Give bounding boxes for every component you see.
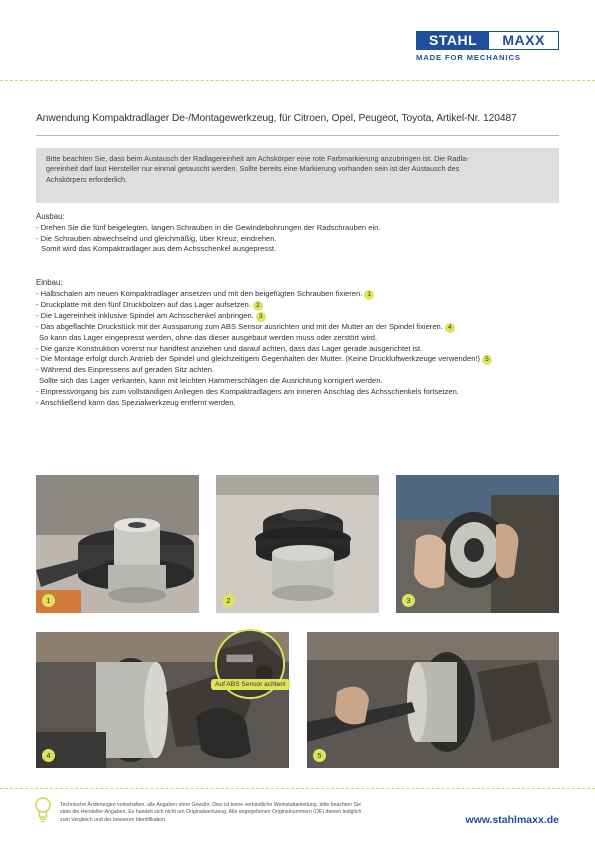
logo-maxx: MAXX (489, 32, 558, 49)
list-item (36, 311, 492, 322)
photo-step-2 (216, 475, 379, 613)
list-item-subtext: Sollte sich das Lager verkanten, kann mit leichten Hammerschlägen die Ausrichtung korrigiert werden. (39, 376, 383, 386)
section-einbau (36, 278, 492, 408)
page-title: Anwendung Kompaktradlager De-/Montagewerkzeug, für Citroen, Opel, Peugeot, Toyota, Artikel-Nr. 120487 (36, 113, 517, 124)
photo-number-badge: 5 (313, 749, 326, 762)
notice-box (36, 148, 559, 203)
lightbulb-icon (34, 796, 52, 826)
notice-line: gereinheit darf laut Hersteller nur einmal getauscht werden. Sollte bereits eine Markierung vorhanden sein ist der Austausch des (46, 164, 460, 174)
list-item-text: - Während des Einpressens auf geraden Sitz achten. (36, 365, 215, 375)
list-item: - Drehen Sie die fünf beigelegten, langen Schrauben in die Gewindebohrungen der Radschrauben ein. (36, 223, 381, 232)
photo-step-5 (307, 632, 559, 768)
notice-line: Bitte beachten Sie, dass beim Austausch der Radlagereinheit am Achskörper eine rote Farbmarkierung anzubringen ist. Die Radla- (46, 154, 469, 163)
title-underline (36, 135, 559, 136)
brand-logo (416, 31, 559, 62)
list-item-text: - Die ganze Konstruktion vorerst nur handfest anziehen und darauf achten, dass das Lager gerade ausgerichtet ist. (36, 343, 423, 353)
photo-number-badge: 1 (42, 594, 55, 607)
section-heading: Einbau: (36, 278, 63, 287)
footer-disclaimer (60, 802, 405, 824)
photo-step-3 (396, 475, 559, 613)
pressure-plate-illustration (216, 475, 379, 613)
list-item-text: - Die Lagereinheit inklusive Spindel am Achsschenkel anbringen. (36, 311, 254, 320)
photo-step-1 (36, 475, 199, 613)
disclaimer-line: zum Vergleich und der besseren Identifikation. (60, 816, 167, 823)
list-item-text: - Einpressvorgang bis zum vollständigen Anliegen des Kompaktradlagers am inneren Anschlag des Achsschenkels fortsetzen. (36, 386, 459, 396)
list-item (36, 365, 492, 386)
section-heading: Ausbau: (36, 212, 65, 221)
step-badge: 5 (482, 355, 492, 365)
list-item (36, 289, 492, 300)
list-item (36, 300, 492, 311)
section-ausbau (36, 212, 381, 255)
bearing-illustration (36, 475, 199, 613)
step-badge: 4 (445, 323, 455, 333)
footer-divider (0, 788, 595, 789)
list-item (36, 387, 492, 398)
step-badge: 2 (253, 301, 263, 311)
notice-line: Achskörpers erforderlich. (46, 174, 128, 184)
list-item (36, 344, 492, 355)
photo-number-badge: 3 (402, 594, 415, 607)
list-item (36, 398, 492, 409)
header-divider (0, 80, 595, 81)
list-item-text: - Das abgeflachte Druckstück mit der Aussparung zum ABS Sensor ausrichten und mit der Mutter an der Spindel fixieren. (36, 322, 443, 331)
list-item: - Die Schrauben abwechselnd und gleichmäßig, über Kreuz, eindrehen. (36, 233, 277, 243)
step-badge: 1 (364, 290, 374, 300)
disclaimer-line: Technische Änderungen vorbehalten, alle Angaben ohne Gewähr. Dies ist keine verbindliche Werkstattanleitung, bitte beachten Sie (60, 802, 361, 808)
list-item: Somit wird das Kompaktradlager aus dem Achsschenkel ausgepresst. (41, 244, 277, 254)
disclaimer-line: stets die Hersteller-Angaben. Es handelt sich nicht um Originalwerkzeug. Alle angegebenen Originalnummern (OE) dienen lediglich (60, 809, 362, 816)
logo-stahl: STAHL (417, 32, 489, 49)
spindle-illustration (396, 475, 559, 613)
logo-wordmark (416, 31, 559, 50)
abs-sensor-label: Auf ABS Sensor achten! (211, 679, 290, 690)
list-item-text: - Die Montage erfolgt durch Antrieb der Spindel und gleichzeitigem Gegenhalten der Mutter. (Keine Druckluftwerkzeuge verwenden!) (36, 354, 481, 364)
list-item-subtext: So kann das Lager eingepresst werden, ohne das dieser ausgebaut werden muss oder zerstört wird. (39, 333, 378, 342)
list-item (36, 322, 492, 344)
list-item-text: - Halbschalen am neuen Kompaktradlager ansetzen und mit den beigefügten Schrauben fixieren. (36, 289, 363, 298)
list-item-text: - Anschließend kann das Spezialwerkzeug entfernt werden. (36, 397, 236, 407)
list-item-text: - Druckplatte mit den fünf Druckbolzen auf das Lager aufsetzen. (36, 300, 251, 309)
list-item (36, 354, 492, 365)
logo-tagline: MADE FOR MECHANICS (416, 53, 521, 62)
pressing-illustration (307, 632, 559, 768)
photo-number-badge: 4 (42, 749, 55, 762)
photo-number-badge: 2 (222, 594, 235, 607)
website-link[interactable]: www.stahlmaxx.de (465, 814, 559, 826)
step-badge: 3 (256, 312, 266, 322)
